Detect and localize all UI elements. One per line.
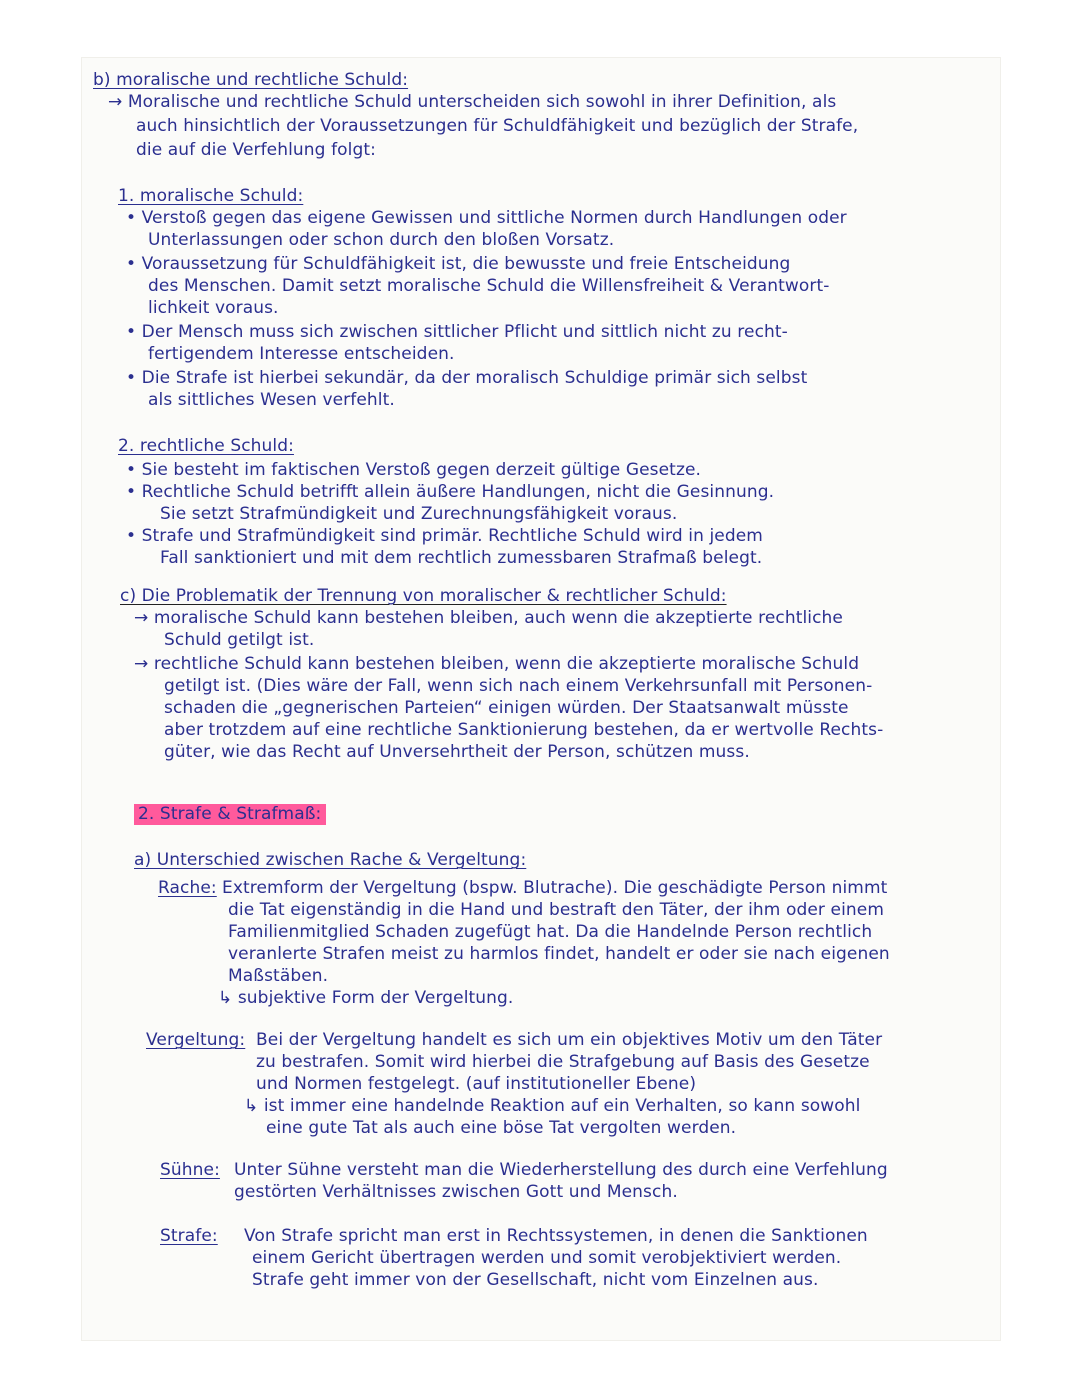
- legal-guilt-line: • Strafe und Strafmündigkeit sind primär. Rechtliche Schuld wird in jedem: [126, 526, 763, 546]
- rache-line: die Tat eigenständig in die Hand und bestraft den Täter, der ihm oder einem: [228, 900, 884, 920]
- moral-guilt-line: lichkeit voraus.: [148, 298, 279, 318]
- legal-guilt-line: • Sie besteht im faktischen Verstoß gegen derzeit gültige Gesetze.: [126, 460, 702, 480]
- strafe-line: Von Strafe spricht man erst in Rechtssystemen, in denen die Sanktionen: [244, 1226, 868, 1246]
- rache-line: Familienmitglied Schaden zugefügt hat. Da die Handelnde Person rechtlich: [228, 922, 873, 942]
- section-c-line: → rechtliche Schuld kann bestehen bleiben, wenn die akzeptierte moralische Schuld: [134, 654, 860, 674]
- legal-guilt-heading: 2. rechtliche Schuld:: [118, 436, 294, 456]
- term-vergeltung: Vergeltung:: [146, 1030, 246, 1050]
- legal-guilt-line: Sie setzt Strafmündigkeit und Zurechnungsfähigkeit voraus.: [160, 504, 678, 524]
- moral-guilt-line: • Die Strafe ist hierbei sekundär, da der moralisch Schuldige primär sich selbst: [126, 368, 808, 388]
- section-b-intro-line: auch hinsichtlich der Voraussetzungen für Schuldfähigkeit und bezüglich der Strafe,: [136, 116, 859, 136]
- section-b-intro-line: die auf die Verfehlung folgt:: [136, 140, 376, 160]
- section-2-heading: [134, 804, 326, 824]
- section-b-intro-line: → Moralische und rechtliche Schuld unterscheiden sich sowohl in ihrer Definition, als: [108, 92, 837, 112]
- vergeltung-line: eine gute Tat als auch eine böse Tat vergolten werden.: [266, 1118, 737, 1138]
- vergeltung-line: und Normen festgelegt. (auf institutioneller Ebene): [256, 1074, 697, 1094]
- strafe-line: Strafe geht immer von der Gesellschaft, nicht vom Einzelnen aus.: [252, 1270, 819, 1290]
- rache-line: Maßstäben.: [228, 966, 329, 986]
- section-c-line: Schuld getilgt ist.: [164, 630, 315, 650]
- vergeltung-line: zu bestrafen. Somit wird hierbei die Strafgebung auf Basis des Gesetze: [256, 1052, 870, 1072]
- section-c-line: → moralische Schuld kann bestehen bleiben, auch wenn die akzeptierte rechtliche: [134, 608, 843, 628]
- moral-guilt-line: als sittliches Wesen verfehlt.: [148, 390, 395, 410]
- section-c-heading: c) Die Problematik der Trennung von moralischer & rechtlicher Schuld:: [120, 586, 727, 606]
- section-2a-heading: a) Unterschied zwischen Rache & Vergeltung:: [134, 850, 527, 870]
- section-c-line: güter, wie das Recht auf Unversehrtheit der Person, schützen muss.: [164, 742, 750, 762]
- strafe-line: einem Gericht übertragen werden und somit verobjektiviert werden.: [252, 1248, 842, 1268]
- term-suehne: Sühne:: [160, 1160, 220, 1180]
- legal-guilt-line: Fall sanktioniert und mit dem rechtlich zumessbaren Strafmaß belegt.: [160, 548, 763, 568]
- moral-guilt-line: Unterlassungen oder schon durch den bloßen Vorsatz.: [148, 230, 615, 250]
- term-strafe: Strafe:: [160, 1226, 218, 1246]
- suehne-line: gestörten Verhältnisses zwischen Gott und Mensch.: [234, 1182, 678, 1202]
- vergeltung-line: ↳ ist immer eine handelnde Reaktion auf ein Verhalten, so kann sowohl: [244, 1096, 861, 1116]
- suehne-line: Unter Sühne versteht man die Wiederherstellung des durch eine Verfehlung: [234, 1160, 888, 1180]
- section-c-line: aber trotzdem auf eine rechtliche Sanktionierung bestehen, da er wertvolle Rechts-: [164, 720, 884, 740]
- moral-guilt-heading: 1. moralische Schuld:: [118, 186, 304, 206]
- section-c-line: schaden die „gegnerischen Parteien“ einigen würden. Der Staatsanwalt müsste: [164, 698, 849, 718]
- section-c-line: getilgt ist. (Dies wäre der Fall, wenn sich nach einem Verkehrsunfall mit Personen-: [164, 676, 873, 696]
- section-b-heading: b) moralische und rechtliche Schuld:: [93, 70, 409, 90]
- vergeltung-line: Bei der Vergeltung handelt es sich um ein objektives Motiv um den Täter: [256, 1030, 883, 1050]
- rache-line: Extremform der Vergeltung (bspw. Blutrache). Die geschädigte Person nimmt: [222, 878, 888, 898]
- moral-guilt-line: • Verstoß gegen das eigene Gewissen und sittliche Normen durch Handlungen oder: [126, 208, 847, 228]
- section-2-heading-text: 2. Strafe & Strafmaß:: [134, 804, 326, 825]
- moral-guilt-line: des Menschen. Damit setzt moralische Schuld die Willensfreiheit & Verantwort-: [148, 276, 830, 296]
- rache-line: veranlerte Strafen meist zu harmlos findet, handelt er oder sie nach eigenen: [228, 944, 890, 964]
- moral-guilt-line: • Voraussetzung für Schuldfähigkeit ist, die bewusste und freie Entscheidung: [126, 254, 791, 274]
- moral-guilt-line: fertigendem Interesse entscheiden.: [148, 344, 455, 364]
- moral-guilt-line: • Der Mensch muss sich zwischen sittlicher Pflicht und sittlich nicht zu recht-: [126, 322, 788, 342]
- rache-line: ↳ subjektive Form der Vergeltung.: [218, 988, 514, 1008]
- legal-guilt-line: • Rechtliche Schuld betrifft allein äußere Handlungen, nicht die Gesinnung.: [126, 482, 775, 502]
- term-rache: Rache:: [158, 878, 217, 898]
